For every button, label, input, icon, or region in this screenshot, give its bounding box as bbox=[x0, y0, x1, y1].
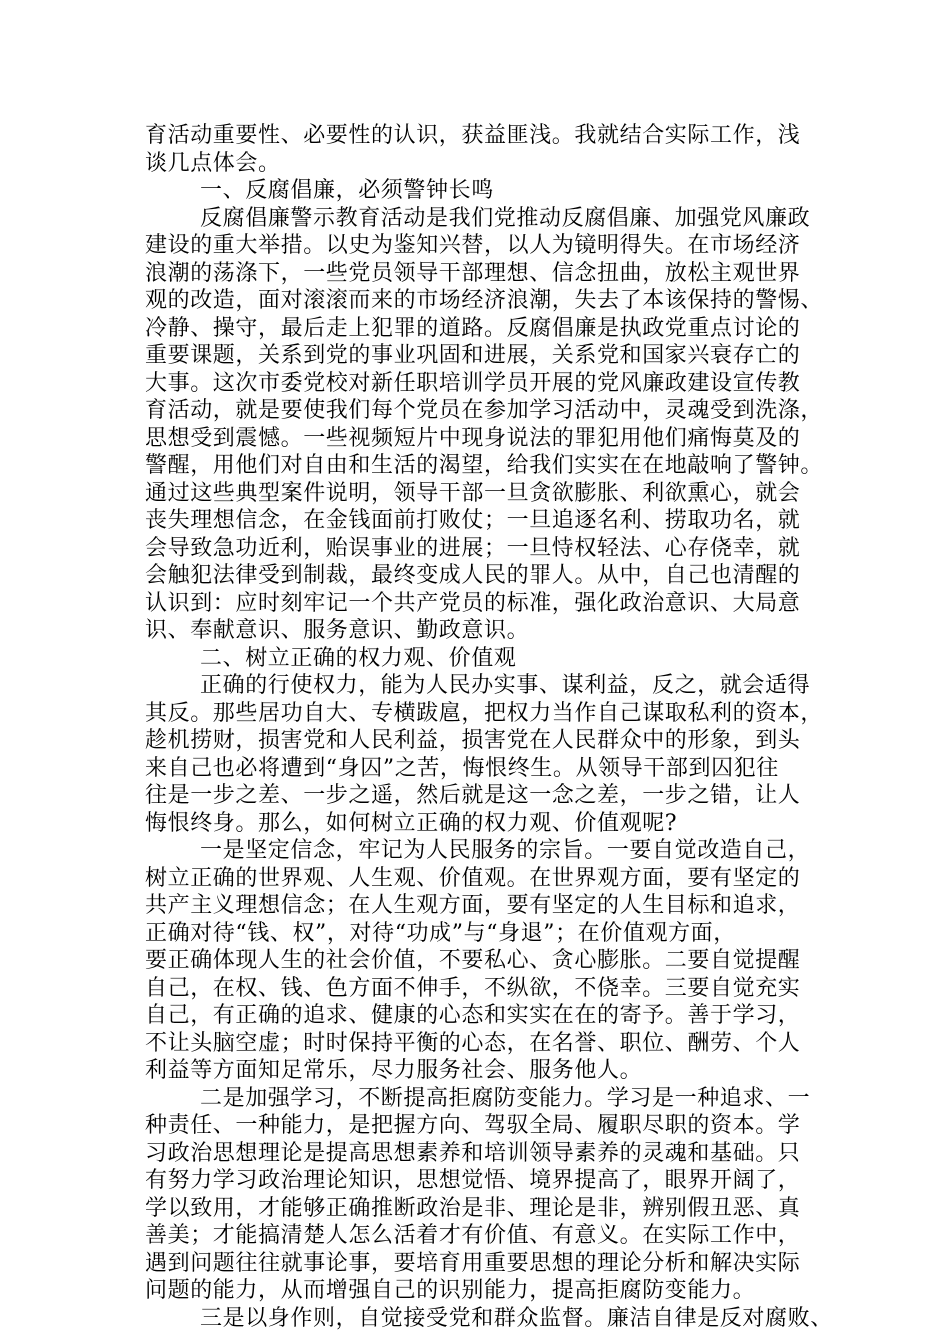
text-line: 谈几点体会。 bbox=[145, 150, 281, 176]
paragraph-start-line: 二、树立正确的权力观、价值观 bbox=[200, 645, 517, 671]
text-line: 利益等方面知足常乐，尽力服务社会、服务他人。 bbox=[145, 1058, 643, 1083]
text-line: 警醒，用他们对自由和生活的渴望，给我们实实在在地敲响了警钟。 bbox=[145, 453, 824, 478]
text-line: 其反。那些居功自大、专横跋扈，把权力当作自己谋取私利的资本， bbox=[145, 700, 824, 726]
paragraph-start-line: 一、反腐倡廉，必须警钟长鸣 bbox=[200, 178, 494, 203]
text-line: 树立正确的世界观、人生观、价值观。在世界观方面，要有坚定的 bbox=[145, 865, 801, 891]
text-line: 育活动重要性、必要性的认识，获益匪浅。我就结合实际工作，浅 bbox=[145, 123, 801, 148]
text-line: 观的改造，面对滚滚而来的市场经济浪潮，失去了本该保持的警惕、 bbox=[145, 288, 824, 313]
text-line: 有努力学习政治理论知识，思想觉悟、境界提高了，眼界开阔了， bbox=[145, 1168, 801, 1193]
text-line: 思想受到震憾。一些视频短片中现身说法的罪犯用他们痛悔莫及的 bbox=[145, 425, 801, 451]
text-line: 遇到问题往往就事论事，要培育用重要思想的理论分析和解决实际 bbox=[145, 1250, 801, 1276]
text-line: 善美；才能搞清楚人怎么活着才有价值、有意义。在实际工作中， bbox=[145, 1223, 801, 1248]
text-line: 共产主义理想信念；在人生观方面，要有坚定的人生目标和追求， bbox=[145, 893, 801, 918]
paragraph-start-line: 二是加强学习，不断提高拒腐防变能力。学习是一种追求、一 bbox=[200, 1085, 811, 1111]
text-line: 学以致用，才能够正确推断政治是非、理论是非，辨别假丑恶、真 bbox=[145, 1195, 801, 1221]
paragraph-start-line: 反腐倡廉警示教育活动是我们党推动反腐倡廉、加强党风廉政 bbox=[200, 205, 811, 231]
text-line: 会导致急功近利，贻误事业的进展；一旦恃权轻法、心存侥幸，就 bbox=[145, 535, 801, 561]
text-line: 建设的重大举措。以史为鉴知兴替，以人为镜明得失。在市场经济 bbox=[145, 233, 801, 258]
text-line: 浪潮的荡涤下，一些党员领导干部理想、信念扭曲，放松主观世界 bbox=[145, 260, 801, 286]
paragraph-start-line: 三是以身作则，自觉接受党和群众监督。廉洁自律是反对腐败、 bbox=[200, 1305, 833, 1331]
text-line: 大事。这次市委党校对新任职培训学员开展的党风廉政建设宣传教 bbox=[145, 370, 801, 396]
text-line: 会触犯法律受到制裁，最终变成人民的罪人。从中，自己也清醒的 bbox=[145, 563, 801, 588]
text-line: 来自己也必将遭到“身囚”之苦，悔恨终生。从领导干部到囚犯往 bbox=[145, 755, 779, 781]
text-line: 重要课题，关系到党的事业巩固和进展，关系党和国家兴衰存亡的 bbox=[145, 343, 801, 368]
text-line: 育活动，就是要使我们每个党员在参加学习活动中，灵魂受到洗涤， bbox=[145, 398, 824, 423]
text-line: 往是一步之差、一步之遥，然后就是这一念之差，一步之错，让人 bbox=[145, 783, 801, 808]
text-line: 认识到：应时刻牢记一个共产党员的标准，强化政治意识、大局意 bbox=[145, 590, 801, 616]
paragraph-start-line: 正确的行使权力，能为人民办实事、谋利益，反之，就会适得 bbox=[200, 673, 811, 698]
text-line: 通过这些典型案件说明，领导干部一旦贪欲膨胀、利欲熏心，就会 bbox=[145, 480, 801, 506]
text-line: 习政治思想理论是提高思想素养和培训领导素养的灵魂和基础。只 bbox=[145, 1140, 801, 1166]
text-line: 不让头脑空虚；时时保持平衡的心态，在名誉、职位、酬劳、个人 bbox=[145, 1030, 801, 1056]
document-body bbox=[145, 122, 833, 1332]
text-line: 要正确体现人生的社会价值，不要私心、贪心膨胀。二要自觉提醒 bbox=[145, 948, 801, 973]
text-line: 趁机捞财，损害党和人民利益，损害党在人民群众中的形象，到头 bbox=[145, 728, 801, 753]
text-line: 悔恨终身。那么，如何树立正确的权力观、价值观呢? bbox=[145, 810, 678, 836]
text-line: 问题的能力，从而增强自己的识别能力，提高拒腐防变能力。 bbox=[145, 1278, 756, 1303]
text-line: 冷静、操守，最后走上犯罪的道路。反腐倡廉是执政党重点讨论的 bbox=[145, 315, 801, 341]
text-line: 种责任、一种能力，是把握方向、驾驭全局、履职尽职的资本。学 bbox=[145, 1113, 801, 1138]
paragraph-start-line: 一是坚定信念，牢记为人民服务的宗旨。一要自觉改造自己， bbox=[200, 838, 811, 863]
text-line: 自己，有正确的追求、健康的心态和实实在在的寄予。善于学习， bbox=[145, 1003, 801, 1028]
text-line: 正确对待“钱、权”，对待“功成”与“身退”；在价值观方面， bbox=[145, 920, 736, 946]
text-line: 自己，在权、钱、色方面不伸手，不纵欲，不侥幸。三要自觉充实 bbox=[145, 975, 801, 1001]
text-line: 识、奉献意识、服务意识、勤政意识。 bbox=[145, 618, 530, 643]
text-line: 丧失理想信念，在金钱面前打败仗；一旦追逐名利、捞取功名，就 bbox=[145, 508, 801, 533]
